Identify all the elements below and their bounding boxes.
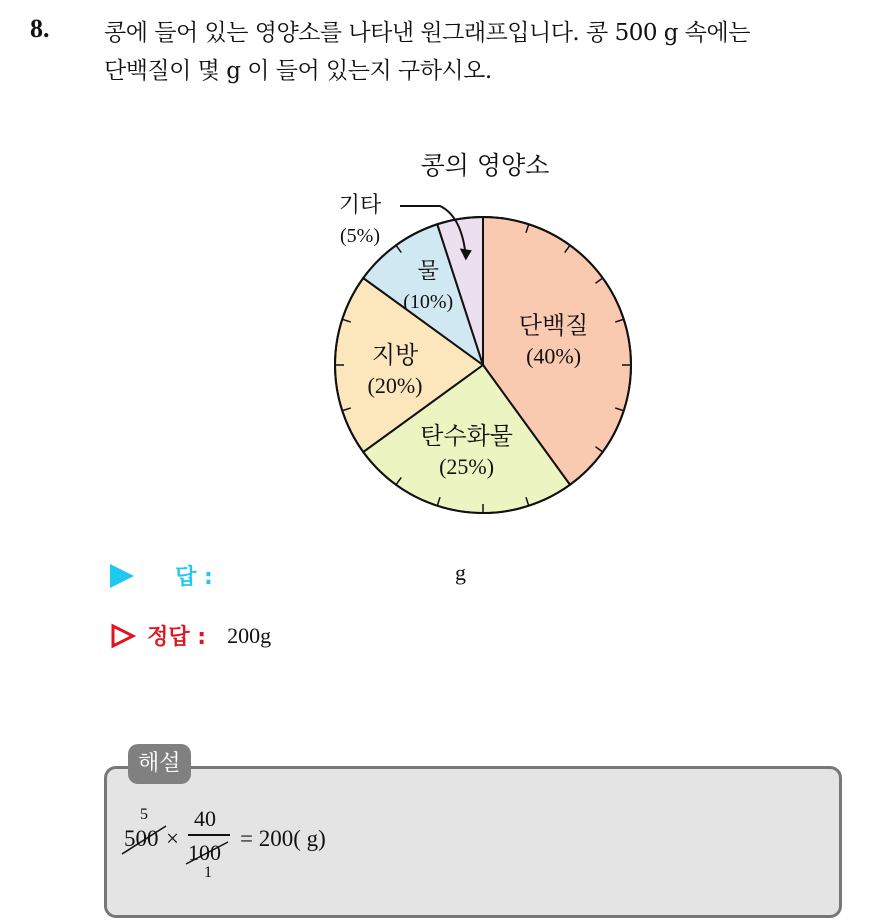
pie-chart-svg bbox=[300, 140, 670, 520]
answer-label: 답 : bbox=[175, 565, 213, 590]
slice-percent-5: (5%) bbox=[340, 225, 380, 247]
times-sign: × bbox=[166, 826, 179, 851]
slice-percent-4: (10%) bbox=[403, 291, 454, 314]
slice-label-5: 기타 bbox=[338, 193, 382, 218]
answer-unit: g bbox=[455, 560, 466, 585]
answer-arrow-icon bbox=[110, 564, 134, 588]
fraction-numerator: 40 bbox=[194, 806, 216, 831]
solution-tag: 해설 bbox=[128, 744, 191, 784]
reduced-numerator: 5 bbox=[140, 806, 148, 823]
strike-mark-500 bbox=[120, 822, 170, 858]
correct-answer-label: 정답 : bbox=[147, 625, 207, 650]
struck-100: 100 bbox=[188, 840, 221, 865]
correct-answer-unit: g bbox=[260, 622, 272, 648]
slice-label-2: 탄수화물 bbox=[420, 421, 513, 450]
slice-percent-2: (25%) bbox=[439, 453, 495, 479]
question-number: 8. bbox=[30, 14, 50, 43]
correct-answer-value bbox=[227, 623, 271, 648]
pie-chart bbox=[300, 140, 620, 520]
slice-label-4: 물 bbox=[417, 259, 439, 285]
question-text bbox=[104, 14, 874, 90]
slice-label-1: 단백질 bbox=[518, 311, 589, 340]
chart-title: 콩의 영양소 bbox=[420, 151, 550, 180]
answer-row bbox=[110, 560, 213, 591]
slice-label-3: 지방 bbox=[371, 341, 419, 369]
correct-answer-number: 200 bbox=[227, 622, 261, 648]
question-line-2: 단백질이 몇 g 이 들어 있는지 구하시오. bbox=[104, 58, 492, 84]
slice-percent-1: (40%) bbox=[526, 343, 582, 369]
solution-result: = 200( g) bbox=[240, 826, 326, 851]
correct-answer-row bbox=[110, 620, 271, 651]
reduced-denominator: 1 bbox=[204, 864, 212, 881]
question-line-1: 콩에 들어 있는 영양소를 나타낸 원그래프입니다. 콩 500 g 속에는 bbox=[104, 20, 750, 46]
correct-arrow-icon bbox=[110, 623, 136, 649]
slice-percent-3: (20%) bbox=[367, 373, 423, 398]
struck-500: 500 bbox=[124, 826, 159, 851]
fraction-bar bbox=[188, 834, 230, 836]
